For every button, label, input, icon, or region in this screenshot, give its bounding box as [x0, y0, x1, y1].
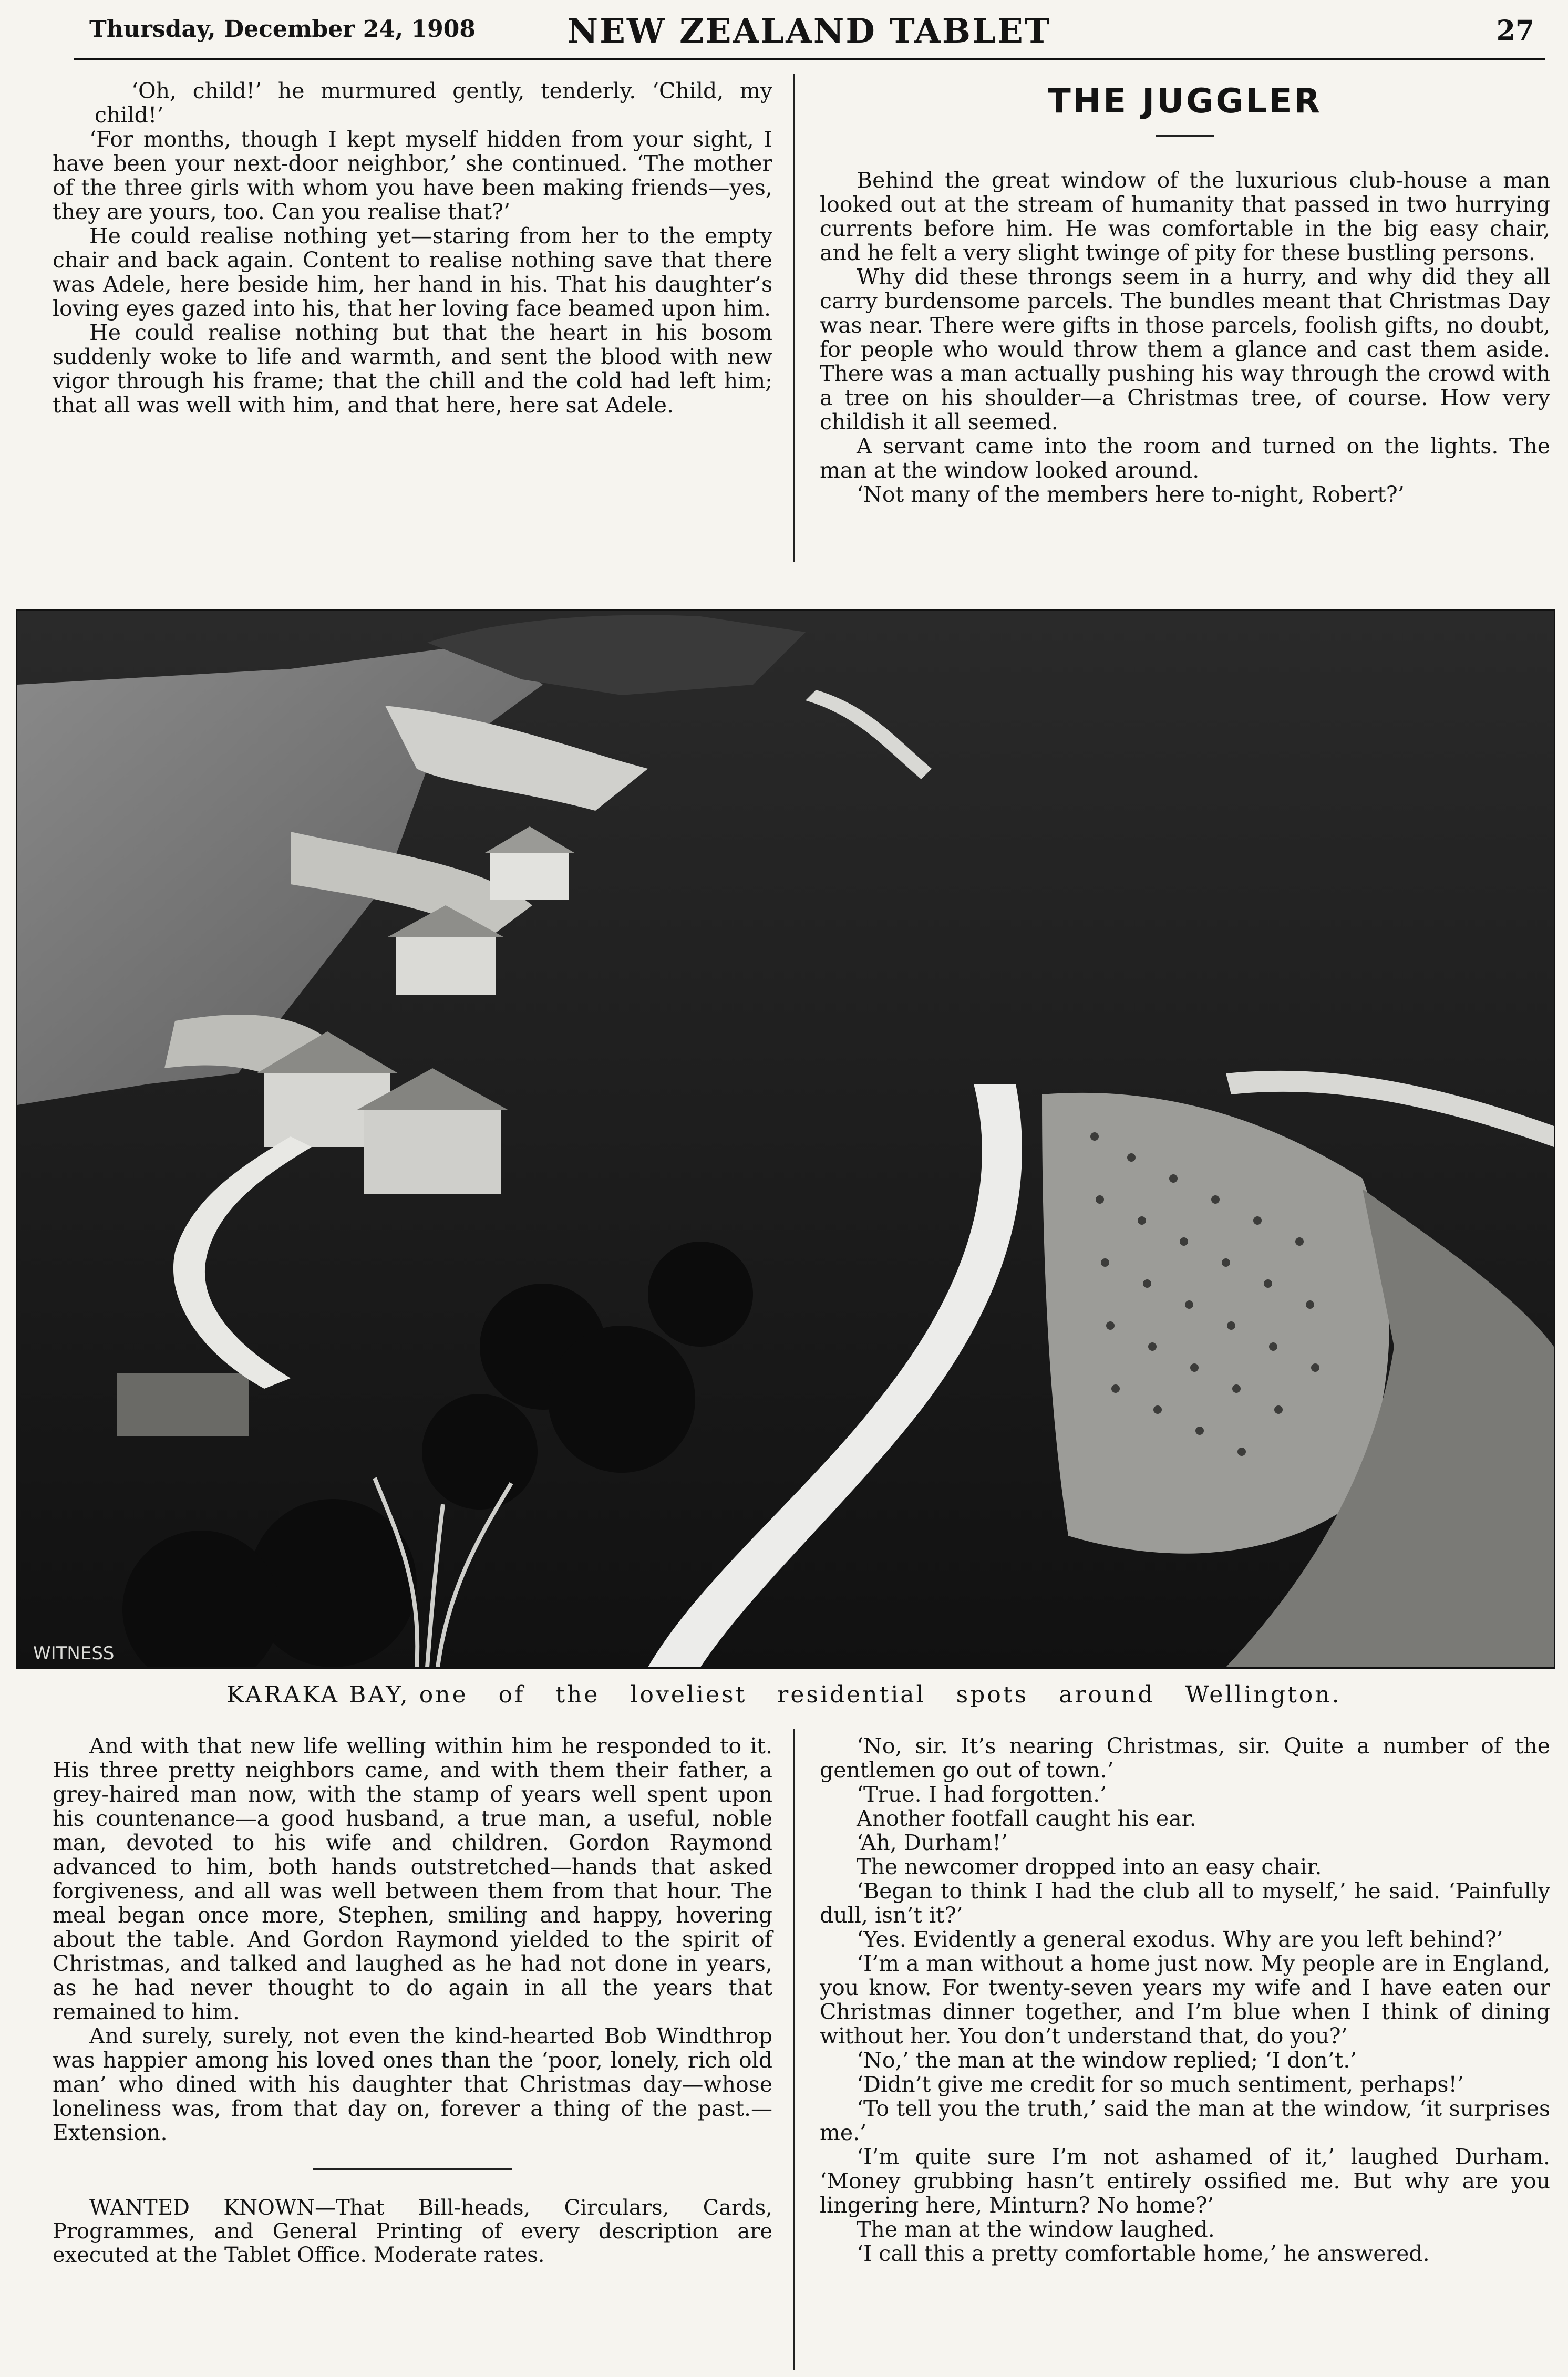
paragraph: Behind the great window of the luxurious club-house a man looked out at the stream of humanity that passed in two hurrying currents before him. He was comfortable in the big easy chair, and he felt a very slight twinge of pity for these bustling persons. [820, 168, 1550, 265]
left-bottom-column [53, 1734, 772, 2267]
column-divider-bottom [793, 1729, 795, 2370]
paragraph: ‘I’m a man without a home just now. My people are in England, you know. For twenty-seven years my wife and I have eaten our Christmas dinner together, and I’m blue when I think of dining without her. You don’t understand that, do you?’ [820, 1951, 1550, 2049]
heading-rule [1156, 135, 1214, 137]
paragraph: He could realise nothing yet—staring from her to the empty chair and back again. Content to realise nothing save that there was Adele, here beside him, her hand in his. That his daughter’s loving eyes gazed into his, that her loving face beamed upon him. [53, 223, 772, 321]
photo-caption [0, 1681, 1568, 1708]
page-number: 27 [1496, 15, 1534, 47]
paragraph: Why did these throngs seem in a hurry, and why did they all carry burdensome parcels. The bundles meant that Christmas Day was near. There were gifts in those parcels, foolish gifts, no doubt, for people who would throw them a glance and cast them aside. There was a man actually pushing his way through the crowd with a tree on his shoulder—a Christmas tree, of course. How very childish it all seemed. [820, 264, 1550, 435]
paragraph: And with that new life welling within him he responded to it. His three pretty neighbors came, and with them their father, a grey-haired man now, with the stamp of years well spent upon his countenance—a good husband, a true man, a useful, noble man, devoted to his wife and children. Gordon Raymond advanced to him, both hands outstretched—hands that asked forgiveness, and all was well between them from that hour. The meal began once more, Stephen, smiling and happy, hovering about the table. And Gordon Raymond yielded to the spirit of Christmas, and talked and laughed as he had not done in years, as he had never thought to do again in all the years that remained to him. [53, 1733, 772, 2024]
right-top-column [820, 79, 1550, 507]
paragraph: ‘Began to think I had the club all to myself,’ he said. ‘Painfully dull, isn’t it?’ [820, 1878, 1550, 1928]
left-top-column [53, 79, 772, 417]
paragraph: Another footfall caught his ear. [857, 1806, 1196, 1831]
paragraph: He could realise nothing but that the heart in his bosom suddenly woke to life and warmth, and sent the blood with new vigor through his frame; that the chill and the cold had left him; that all was well with him, and that here, here sat Adele. [53, 320, 772, 418]
article-heading: THE JUGGLER [1048, 82, 1322, 121]
paragraph: The man at the window laughed. [857, 2217, 1215, 2242]
paragraph: ‘I’m quite sure I’m not ashamed of it,’ laughed Durham. ‘Money grubbing hasn’t entirely ossified me. But why are you lingering here, Minturn? No home?’ [820, 2144, 1550, 2218]
paragraph: ‘Ah, Durham!’ [857, 1830, 1008, 1855]
paragraph: ‘To tell you the truth,’ said the man at the window, ‘it surprises me.’ [820, 2096, 1550, 2145]
photo-credit: WITNESS [33, 1643, 115, 1664]
paragraph: The newcomer dropped into an easy chair. [857, 1854, 1322, 1879]
paragraph: ‘For months, though I kept myself hidden from your sight, I have been your next-door neighbor,’ she continued. ‘The mother of the three girls with whom you have been making friends—yes, they are yours, too. Can you realise that?’ [53, 127, 772, 224]
paragraph: ‘I call this a pretty comfortable home,’ he answered. [857, 2241, 1430, 2266]
paragraph: ‘Not many of the members here to-night, Robert?’ [857, 482, 1405, 507]
paragraph: And surely, surely, not even the kind-hearted Bob Windthrop was happier among his loved ones than the ‘poor, lonely, rich old man’ who dined with his daughter that Christmas day—whose loneliness was, from that day on, forever a thing of the past.—Extension. [53, 2023, 772, 2145]
section-rule [313, 2168, 512, 2170]
paragraph: ‘No, sir. It’s nearing Christmas, sir. Quite a number of the gentlemen go out of town.’ [820, 1733, 1550, 1783]
right-bottom-column [820, 1734, 1550, 2266]
caption-description: one of the loveliest residential spots around Wellington. [419, 1681, 1342, 1708]
paragraph: ‘Yes. Evidently a general exodus. Why are you left behind?’ [857, 1927, 1503, 1952]
paragraph: ‘Didn’t give me credit for so much sentiment, perhaps!’ [857, 2072, 1464, 2097]
newspaper-title: NEW ZEALAND TABLET [567, 12, 1051, 51]
paragraph: ‘Oh, child!’ he murmured gently, tenderly. ‘Child, my child!’ [95, 78, 772, 128]
paragraph: A servant came into the room and turned on the lights. The man at the window looked around. [820, 433, 1550, 483]
paragraph: ‘True. I had forgotten.’ [857, 1782, 1107, 1807]
karaka-bay-photo [16, 609, 1555, 1669]
caption-place: KARAKA BAY, [226, 1681, 410, 1708]
wanted-known-notice: WANTED KNOWN—That Bill-heads, Circulars, Cards, Programmes, and General Printing of every description are executed at the Tablet Office. Moderate rates. [53, 2196, 772, 2267]
paragraph: ‘No,’ the man at the window replied; ‘I don’t.’ [857, 2048, 1357, 2073]
issue-date: Thursday, December 24, 1908 [89, 16, 476, 43]
column-divider-top [793, 74, 795, 562]
photo-illustration [17, 611, 1554, 1667]
masthead [74, 5, 1545, 60]
